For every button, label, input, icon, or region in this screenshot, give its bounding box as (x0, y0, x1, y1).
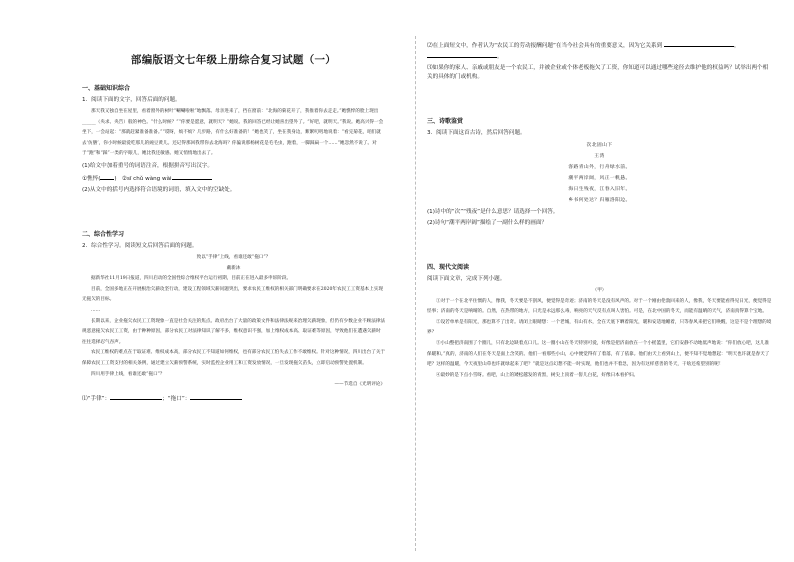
section1-heading: 一、基础知识综合 (82, 85, 131, 92)
passage4-para1: ①对于一个在北平住惯的人，像我，冬天要是不刮风，便觉得是奇迹；济南的冬天是没有风声的。对于一个刚由伦敦回来的人，像我，冬天要能看得见日光，便觉得是怪事；济南的冬天是响晴的。自然，在热带的地方，日光是永远那么毒，响亮的天气反有点叫人害怕。可是，在北中国的冬天，而能有温晴的天气，济南真得算个宝地。 (427, 298, 772, 315)
opt2-blank[interactable] (172, 173, 212, 180)
q2-sub1-label-b: ；“拖口”： (162, 395, 191, 402)
q2-sub2-end: 。 (497, 54, 503, 60)
q2-sub2-text: ⑵在上面短文中，作者认为“农民工的劳动报酬问题”在当今社会具有的重要意义，因为它关系到 (427, 43, 663, 49)
question3-prompt: 3．阅读下面这首古诗，然后回答问题。 (427, 130, 526, 136)
q2-sub1-label-a: ⑴“手律”： (82, 395, 111, 402)
question2-prompt: 2．综合性学习。阅读短文后回答后面的问题。 (82, 242, 198, 249)
section3-heading: 三、诗歌鉴赏 (427, 118, 464, 125)
passage4-para4: ④最妙的是下点小雪呀。看吧，山上的矮松越发的青黑，树尖上顶着一髻儿白花，好像日本看护妇。 (436, 372, 639, 378)
article-source: ——节选自《光明评论》 (334, 382, 385, 388)
opt1-number: ① (82, 175, 88, 182)
poem-line-2: 潮平两岸阔，风正一帆悬。 (568, 176, 631, 181)
q1-options (82, 173, 385, 184)
passage1-para1: 那天我又独自坐在屋里，看着窗外的树叶“唰唰啦啦”地飘落。母亲进来了，挡在窗前：“北海的菊花开了，我推着你去走走。”她憔悴的脸上现出______（央求、央告）般的神色。“什么时候？”“你要是愿意，就明天？”她说。我的回答已经让她喜出望外了。“好吧，就明天。”我说。她高兴得一会坐下，一会站起：“那就赶紧准备准备。”“哎呀，烦不烦？几步路，有什么好准备的！”她也笑了，坐在我身边，絮絮叨叨地说着：“看完菊花，咱们就去‘仿膳’，你小时候最爱吃那儿的豌豆黄儿。还记得那回我带你去北海吗？你偏说那杨树花是毛毛虫，跑着，一脚踩扁一个……”她忽然不说了。对于“跑”和“踩”一类的字眼儿，她比我还敏感。她又悄悄地出去了。 (82, 109, 384, 157)
poem-line-4: 乡书何处达？归雁洛阳边。 (568, 198, 631, 203)
right-column (397, 0, 794, 562)
q1-sub1: (1)给文中加着重号的词语注音，根据拼音写出汉字。 (82, 162, 213, 169)
q2-sub2 (427, 40, 772, 62)
doc-title: 部编版语文七年级上册综合复习试题（一） (130, 54, 337, 66)
section4-heading: 四、现代文阅读 (427, 264, 470, 271)
q2-sub2-blank-b[interactable] (427, 51, 497, 58)
opt2-text: sī chǔ wàng wài (126, 175, 172, 182)
opt1-text: 憔悴( (87, 175, 101, 182)
q2-sub1 (82, 393, 385, 404)
question4-prompt: 阅读下面文章，完成下列小题。 (427, 276, 506, 282)
opt1-blank[interactable] (100, 173, 117, 182)
q2-sub1-blank-b[interactable] (190, 393, 242, 400)
passage4-para2: ②设若单单是有阳光，那也算不了出奇。请闭上眼睛想：一个老城，有山有水，全在天底下晒着阳光，暖和安适地睡着，只等春风来把它们唤醒，这是不是个理想的境界？ (427, 319, 772, 336)
q2-sub2-blank-a[interactable] (664, 40, 734, 47)
passage4-para3: ③小山整把济南围了个圈儿，只有北边缺着点口儿。这一圈小山在冬天特别可爱，好像是把济南放在一个小摇篮里，它们安静不动地低声地说：“你们放心吧，这儿准保暖和。”真的，济南的人们在冬天是面上含笑的。他们一看那些小山，心中便觉得有了着落，有了依靠。他们由天上看到山上，便不知不觉地想起：“明天也许就是春天了吧？这样的温暖，今天夜里山草也许就绿起来了吧？”就是这点幻想不能一时实现，他们也并不着急，因为有这样慈善的冬天，干啥还希望别的呢！ (427, 340, 770, 368)
section2-heading: 二、综合性学习 (82, 230, 125, 238)
article-para2: 目前，全国多地正在开展根治欠薪攻坚行动，建设工程领域欠薪问题突出，要求农民工维权的相关部门明确要求在2020年农民工工资基本上实现无拖欠的目标。 (82, 286, 383, 303)
article-ellipsis: …… (91, 307, 101, 313)
passage-part-label: （甲） (592, 288, 607, 293)
q2-sub3: ⑶如果你的家人、亲戚或朋友是一个农民工，并被企业或个体老板拖欠了工资，你知道可以通过哪些途径去维护他的权益吗？试举出两个相关的具体的门或机构。 (427, 65, 769, 80)
poem-author: 王湾 (594, 154, 605, 159)
article-author: 戴新沐 (226, 265, 241, 271)
article-para3: 长期以来，企业拖欠农民工工资现象一直是社会关注的焦点。政府出台了大量的政策文件和法律法规来治理欠薪现象，但仍有少数企业不顾法律法规恶意拖欠农民工工资，由于种种原因，部分农民工对法律知识了解不多，维权意识不强，加上维权成本高、取证难等原因，导致他们在遭遇欠薪时往往选择忍气吞声。 (82, 318, 386, 345)
opt1-close: ) (114, 175, 117, 182)
article-para1: 据新华社11月19日报道，四川启动的全国性综合维权平台运行初期，目前正在进入最多申诉阶段。 (91, 276, 292, 282)
article-para4: 农民工维权的难点在于取证难、维权成本高，部分农民工不知道如何维权，也有部分农民工怕失去工作不敢维权。针对这种情况，四川出台了关于保障农民工工资支付的相关条例，通过建立欠薪预警系统，实时监控企业用工和工资发放情况，一旦发现拖欠苗头，立即启动预警处置机制。 (82, 350, 386, 366)
q3-sub1: (1)诗中的“次”“残夜”是什么意思？请选择一个回答。 (427, 209, 559, 215)
q1-sub2: (2)从文中的括号内选择符合语境的词语，填入文中的空缺处。 (82, 186, 236, 193)
opt2-number: ② (121, 175, 127, 182)
article-para5: 四川用手律上线，看谁还敢“拖口”？ (91, 371, 165, 377)
q3-sub2: (2)诗句“潮平两岸阔”描绘了一副什么样的画面？ (427, 220, 548, 226)
poem-title: 次北固山下 (586, 143, 613, 148)
q2-sub1-blank-a[interactable] (110, 393, 162, 400)
poem-line-1: 客路青山外，行舟绿水前。 (568, 165, 631, 170)
poem-line-3: 海日生残夜，江春入旧年。 (568, 187, 631, 192)
article-title: 致以“手律”上线，看谁还敢“拖口”？ (196, 254, 271, 260)
question1-prompt: 1．阅读下面的文字，回答后面的问题。 (82, 97, 181, 103)
q2-sub2-sep: ， (733, 43, 740, 49)
